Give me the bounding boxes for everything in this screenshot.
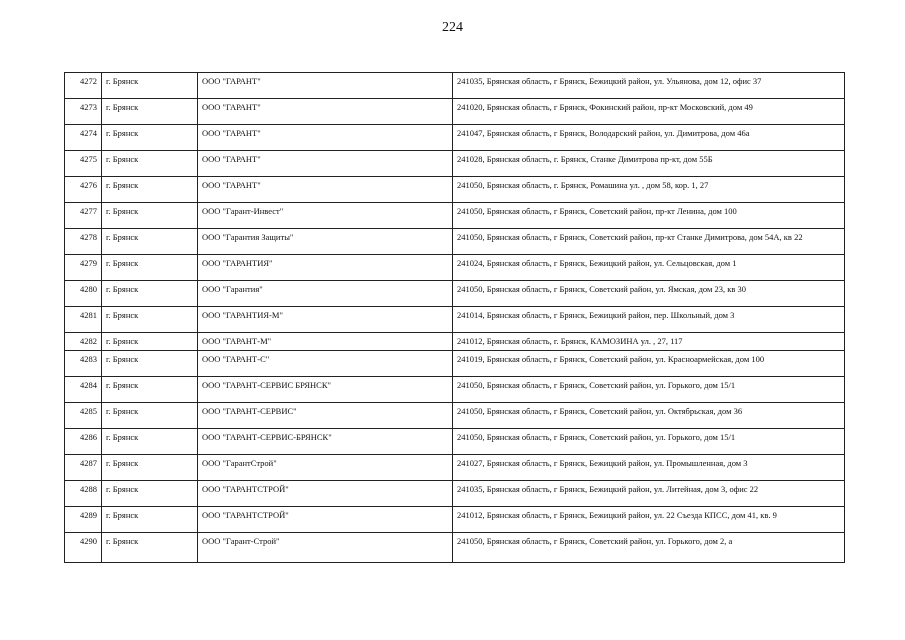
row-number: 4287 xyxy=(65,455,102,481)
table-row xyxy=(65,455,845,481)
organization-cell: ООО "Гарантия Защиты" xyxy=(198,229,453,255)
table-row xyxy=(65,151,845,177)
organization-cell: ООО "ГАРАНТ" xyxy=(198,151,453,177)
city-cell: г. Брянск xyxy=(102,255,198,281)
table-row xyxy=(65,99,845,125)
row-number: 4277 xyxy=(65,203,102,229)
table-row xyxy=(65,403,845,429)
organization-cell: ООО "ГАРАНТ-М" xyxy=(198,333,453,351)
address-cell: 241012, Брянская область, г. Брянск, КАМОЗИНА ул. , 27, 117 xyxy=(453,333,845,351)
city-cell: г. Брянск xyxy=(102,455,198,481)
city-cell: г. Брянск xyxy=(102,351,198,377)
organization-cell: ООО "ГАРАНТИЯ" xyxy=(198,255,453,281)
table-row xyxy=(65,307,845,333)
row-number: 4284 xyxy=(65,377,102,403)
address-cell: 241050, Брянская область, г Брянск, Советский район, пр-кт Станке Димитрова, дом 54А, кв 22 xyxy=(453,229,845,255)
table-row xyxy=(65,507,845,533)
organization-cell: ООО "Гарант-Строй" xyxy=(198,533,453,563)
organization-cell: ООО "ГАРАНТСТРОЙ" xyxy=(198,481,453,507)
address-cell: 241050, Брянская область, г Брянск, Советский район, ул. Октябрьская, дом 36 xyxy=(453,403,845,429)
address-cell: 241027, Брянская область, г Брянск, Бежицкий район, ул. Промышленная, дом 3 xyxy=(453,455,845,481)
row-number: 4286 xyxy=(65,429,102,455)
row-number: 4283 xyxy=(65,351,102,377)
city-cell: г. Брянск xyxy=(102,281,198,307)
row-number: 4282 xyxy=(65,333,102,351)
address-cell: 241050, Брянская область, г Брянск, Советский район, ул. Горького, дом 2, а xyxy=(453,533,845,563)
city-cell: г. Брянск xyxy=(102,99,198,125)
organization-cell: ООО "ГАРАНТИЯ-М" xyxy=(198,307,453,333)
address-cell: 241035, Брянская область, г Брянск, Бежицкий район, ул. Ульянова, дом 12, офис 37 xyxy=(453,73,845,99)
row-number: 4278 xyxy=(65,229,102,255)
row-number: 4279 xyxy=(65,255,102,281)
city-cell: г. Брянск xyxy=(102,533,198,563)
address-cell: 241035, Брянская область, г Брянск, Бежицкий район, ул. Литейная, дом 3, офис 22 xyxy=(453,481,845,507)
table-row xyxy=(65,281,845,307)
row-number: 4275 xyxy=(65,151,102,177)
organization-cell: ООО "Гарантия" xyxy=(198,281,453,307)
table-row xyxy=(65,203,845,229)
city-cell: г. Брянск xyxy=(102,177,198,203)
table-row xyxy=(65,125,845,151)
row-number: 4274 xyxy=(65,125,102,151)
address-cell: 241050, Брянская область, г Брянск, Советский район, ул. Ямская, дом 23, кв 30 xyxy=(453,281,845,307)
city-cell: г. Брянск xyxy=(102,333,198,351)
address-cell: 241050, Брянская область, г Брянск, Советский район, ул. Горького, дом 15/1 xyxy=(453,377,845,403)
organization-cell: ООО "ГАРАНТ-СЕРВИС" xyxy=(198,403,453,429)
organization-cell: ООО "ГАРАНТ" xyxy=(198,73,453,99)
table-row xyxy=(65,481,845,507)
organization-cell: ООО "ГАРАНТ" xyxy=(198,125,453,151)
table-row xyxy=(65,229,845,255)
table-row xyxy=(65,333,845,351)
row-number: 4289 xyxy=(65,507,102,533)
city-cell: г. Брянск xyxy=(102,229,198,255)
city-cell: г. Брянск xyxy=(102,377,198,403)
address-cell: 241020, Брянская область, г Брянск, Фокинский район, пр-кт Московский, дом 49 xyxy=(453,99,845,125)
row-number: 4281 xyxy=(65,307,102,333)
table-row xyxy=(65,377,845,403)
organization-cell: ООО "ГАРАНТ-СЕРВИС БРЯНСК" xyxy=(198,377,453,403)
city-cell: г. Брянск xyxy=(102,151,198,177)
table-row xyxy=(65,255,845,281)
row-number: 4285 xyxy=(65,403,102,429)
table-row xyxy=(65,533,845,563)
row-number: 4280 xyxy=(65,281,102,307)
organization-cell: ООО "ГАРАНТ-СЕРВИС-БРЯНСК" xyxy=(198,429,453,455)
city-cell: г. Брянск xyxy=(102,307,198,333)
table-row xyxy=(65,177,845,203)
organization-cell: ООО "ГАРАНТ" xyxy=(198,177,453,203)
address-cell: 241024, Брянская область, г Брянск, Бежицкий район, ул. Сельцовская, дом 1 xyxy=(453,255,845,281)
row-number: 4272 xyxy=(65,73,102,99)
table-row xyxy=(65,429,845,455)
address-cell: 241050, Брянская область, г. Брянск, Ромашина ул. , дом 58, кор. 1, 27 xyxy=(453,177,845,203)
organization-cell: ООО "ГАРАНТ-С" xyxy=(198,351,453,377)
organization-cell: ООО "Гарант-Инвест" xyxy=(198,203,453,229)
row-number: 4290 xyxy=(65,533,102,563)
city-cell: г. Брянск xyxy=(102,203,198,229)
table-row xyxy=(65,73,845,99)
city-cell: г. Брянск xyxy=(102,481,198,507)
row-number: 4288 xyxy=(65,481,102,507)
address-cell: 241014, Брянская область, г Брянск, Бежицкий район, пер. Школьный, дом 3 xyxy=(453,307,845,333)
row-number: 4276 xyxy=(65,177,102,203)
registry-table xyxy=(64,72,845,563)
city-cell: г. Брянск xyxy=(102,429,198,455)
page-number: 224 xyxy=(442,20,463,35)
organization-cell: ООО "ГАРАНТ" xyxy=(198,99,453,125)
row-number: 4273 xyxy=(65,99,102,125)
city-cell: г. Брянск xyxy=(102,507,198,533)
city-cell: г. Брянск xyxy=(102,403,198,429)
organization-cell: ООО "ГАРАНТСТРОЙ" xyxy=(198,507,453,533)
city-cell: г. Брянск xyxy=(102,73,198,99)
city-cell: г. Брянск xyxy=(102,125,198,151)
address-cell: 241012, Брянская область, г Брянск, Бежицкий район, ул. 22 Съезда КПСС, дом 41, кв. 9 xyxy=(453,507,845,533)
address-cell: 241050, Брянская область, г Брянск, Советский район, ул. Горького, дом 15/1 xyxy=(453,429,845,455)
address-cell: 241050, Брянская область, г Брянск, Советский район, пр-кт Ленина, дом 100 xyxy=(453,203,845,229)
address-cell: 241019, Брянская область, г Брянск, Советский район, ул. Красноармейская, дом 100 xyxy=(453,351,845,377)
address-cell: 241028, Брянская область, г. Брянск, Станке Димитрова пр-кт, дом 55Б xyxy=(453,151,845,177)
address-cell: 241047, Брянская область, г Брянск, Володарский район, ул. Димитрова, дом 46а xyxy=(453,125,845,151)
table-row xyxy=(65,351,845,377)
organization-cell: ООО "ГарантСтрой" xyxy=(198,455,453,481)
